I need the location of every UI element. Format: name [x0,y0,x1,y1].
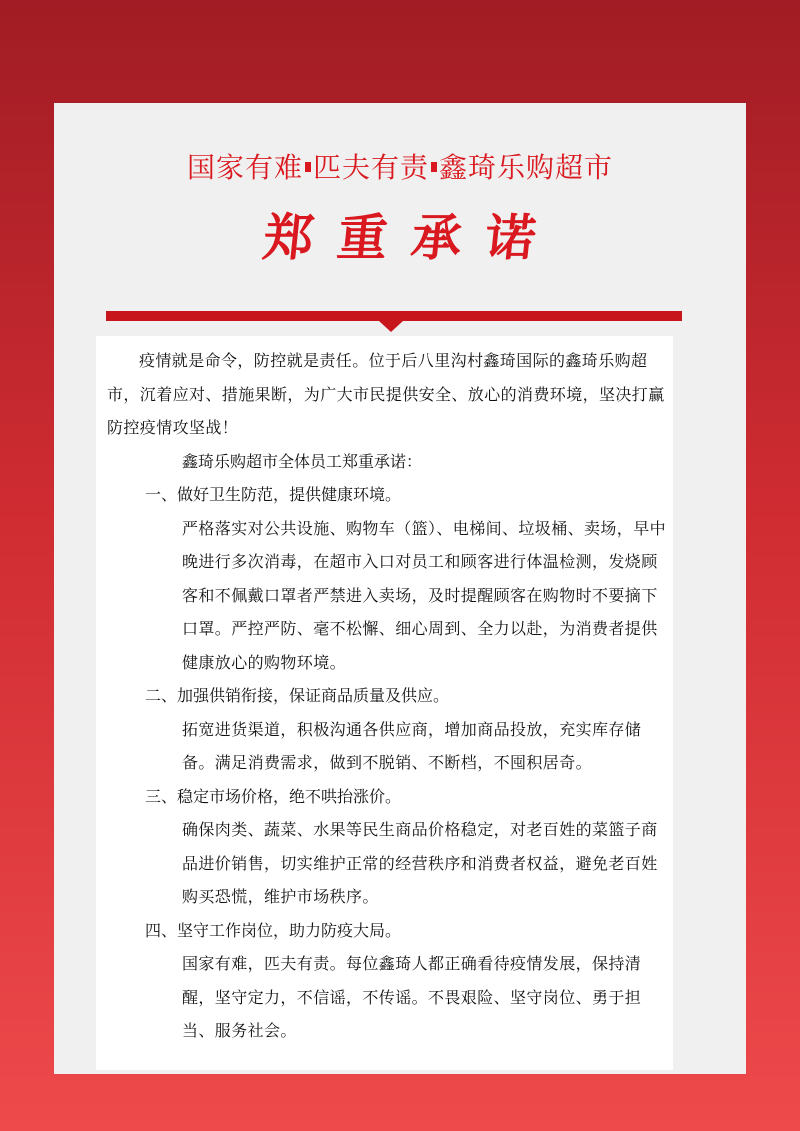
section-text-3: 确保肉类、蔬菜、水果等民生商品价格稳定，对老百姓的菜篮子商品进价销售，切实维护正常的经营秩序和消费者权益，避免老百姓购买恐慌，维护市场秩序。 [182,820,658,906]
title-part-1: 国家有难 [186,151,303,184]
title-separator-1 [305,162,311,172]
headline: 郑重承诺 [260,209,563,267]
page-title [0,146,800,186]
intro-paragraph: 疫情就是命令，防控就是责任。位于后八里沟村鑫琦国际的鑫琦乐购超市，沉着应对、措施果断，为广大市民提供安全、放心的消费环境，坚决打赢防控疫情攻坚战！ [107,351,665,437]
title-separator-2 [431,162,437,172]
divider-notch [379,321,403,332]
section-heading-3: 三、稳定市场价格，绝不哄抬涨价。 [145,786,402,806]
title-part-2: 匹夫有责 [312,151,429,184]
title-part-3: 鑫琦乐购超市 [439,151,614,184]
statement-body [107,344,667,1048]
section-text-2: 拓宽进货渠道，积极沟通各供应商，增加商品投放，充实库存储备。满足消费需求，做到不脱销、不断档，不囤积居奇。 [182,719,642,772]
lead-line: 鑫琦乐购超市全体员工郑重承诺： [182,451,423,471]
section-heading-1: 一、做好卫生防范，提供健康环境。 [145,485,402,504]
section-heading-2: 二、加强供销衔接，保证商品质量及供应。 [145,686,450,705]
section-text-1: 严格落实对公共设施、购物车（篮）、电梯间、垃圾桶、卖场，早中晚进行多次消毒，在超市入口对员工和顾客进行体温检测，发烧顾客和不佩戴口罩者严禁进入卖场，及时提醒顾客在购物时不要摘下口罩。严控严防、毫不松懈、细心周到、全力以赴，为消费者提供健康放心的购物环境。 [182,518,667,672]
section-heading-4: 四、坚守工作岗位，助力防疫大局。 [145,920,402,940]
section-text-4: 国家有难，匹夫有责。每位鑫琦人都正确看待疫情发展，保持清醒，坚守定力，不信谣，不传谣。不畏艰险、坚守岗位、勇于担当、服务社会。 [182,954,642,1040]
title-divider [106,311,682,321]
